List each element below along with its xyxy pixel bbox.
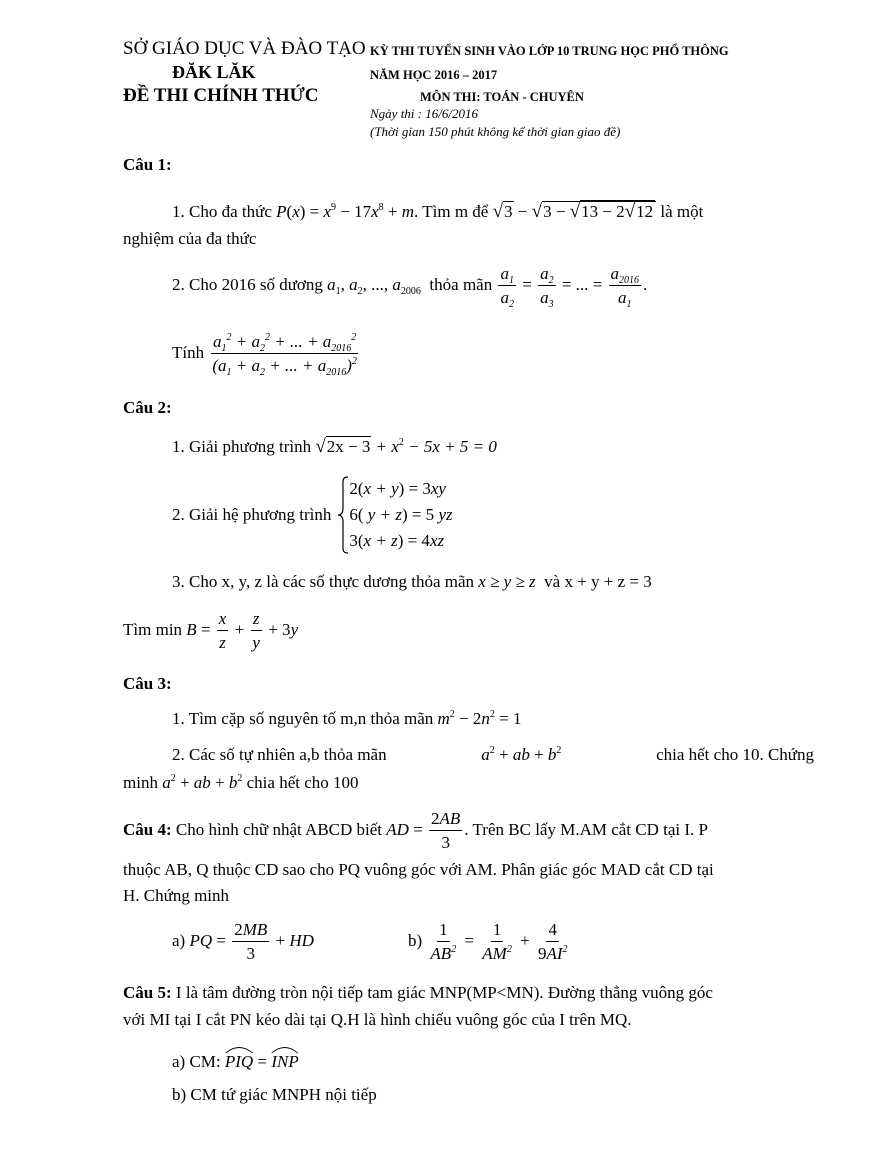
q4-line2: thuộc AB, Q thuộc CD sao cho PQ vuông góc với AM. Phân giác góc MAD cắt CD tại xyxy=(123,860,714,879)
official-label: ĐỀ THI CHÍNH THỨC xyxy=(123,85,319,106)
question-2-title: Câu 2: xyxy=(123,398,172,417)
q5-line2: với MI tại I cắt PN kéo dài tại Q.H là hình chiếu vuông góc của I trên MQ. xyxy=(123,1010,632,1029)
q1-part2: 2. Cho 2016 số dương $a_1$, $a_2$, ..., $a_{2006}$ thỏa mãn $\frac{a_1}{a_2}$ = $\frac{a_2}{a_3}$ = ... = $\frac{a_{2016}}{a_1}$ . xyxy=(172,264,648,310)
school-year: NĂM HỌC 2016 – 2017 xyxy=(370,68,498,82)
q2-part1: 1. Giải phương trình $√2x - 3 + x^2 - 5x + 5 = 0$ xyxy=(172,436,497,457)
province-name: ĐĂK LĂK xyxy=(172,62,256,82)
q4-line1: Câu 4: Cho hình chữ nhật ABCD biết AD = $\frac{2AB}{3}$ . Trên BC lấy M.AM cắt CD tại I. P xyxy=(123,809,709,852)
q4-part-b: b) $\frac{1}{AB^2}$ = $\frac{1}{AM^2}$ + $\frac{4}{9AI^2}$ xyxy=(408,920,568,963)
q1-part1-line1: 1. Cho đa thức $P(x) = x^9 - 17x^8 + m$. Tìm m để √3 − √3 − √13 − 2√12 là một xyxy=(172,201,704,222)
q1-part1-line2: nghiệm của đa thức xyxy=(123,229,257,248)
q3-part2-line2: minh $a^2$ + ab + $b^2$ chia hết cho 100 xyxy=(123,773,359,792)
q2-part3: 3. Cho x, y, z là các số thực dương thỏa mãn x ≥ y ≥ z và x + y + z = 3 xyxy=(172,572,652,591)
q5-line1: Câu 5: I là tâm đường tròn nội tiếp tam giác MNP(MP<MN). Đường thẳng vuông góc xyxy=(123,983,713,1002)
q5-part-b: b) CM tứ giác MNPH nội tiếp xyxy=(172,1085,377,1104)
q2-part2: 2. Giải hệ phương trình 2(x + y) = 3xy 6( y + z) = 5 yz 3(x + z) = 4xz xyxy=(172,476,453,554)
q3-part2-line1: 2. Các số tự nhiên a,b thỏa mãn $a^2$ + ab + $b^2$ chia hết cho 10. Chứng xyxy=(172,745,814,764)
q4-line3: H. Chứng minh xyxy=(123,886,230,905)
exam-title: KỲ THI TUYỂN SINH VÀO LỚP 10 TRUNG HỌC PHỔ THÔNG xyxy=(370,44,729,58)
q5-part-a: a) CM: PIQ = INP xyxy=(172,1046,299,1072)
q3-part1: 1. Tìm cặp số nguyên tố m,n thỏa mãn $m^2 - 2n^2 = 1$ xyxy=(172,709,522,728)
system-brace-icon xyxy=(337,476,349,554)
question-3-title: Câu 3: xyxy=(123,674,172,693)
q4-part-a: a) PQ = $\frac{2MB}{3}$ + HD xyxy=(172,920,314,963)
question-1-title: Câu 1: xyxy=(123,155,172,174)
exam-duration: (Thời gian 150 phút không kể thời gian giao đề) xyxy=(370,124,621,139)
department-name: SỞ GIÁO DỤC VÀ ĐÀO TẠO xyxy=(123,38,366,59)
exam-date: Ngày thi : 16/6/2016 xyxy=(370,106,478,121)
q1-part2-compute: Tính $\frac{a_1^2 + a_2^2 + ... + a_{2016}^2}{(a_1 + a_2 + ... + a_{2016})^2}$ xyxy=(172,332,357,378)
exam-subject: MÔN THI: TOÁN - CHUYÊN xyxy=(420,90,584,104)
q2-part3-find: Tìm min B = $\frac{x}{z}$ + $\frac{z}{y}$ + 3y xyxy=(123,609,299,652)
